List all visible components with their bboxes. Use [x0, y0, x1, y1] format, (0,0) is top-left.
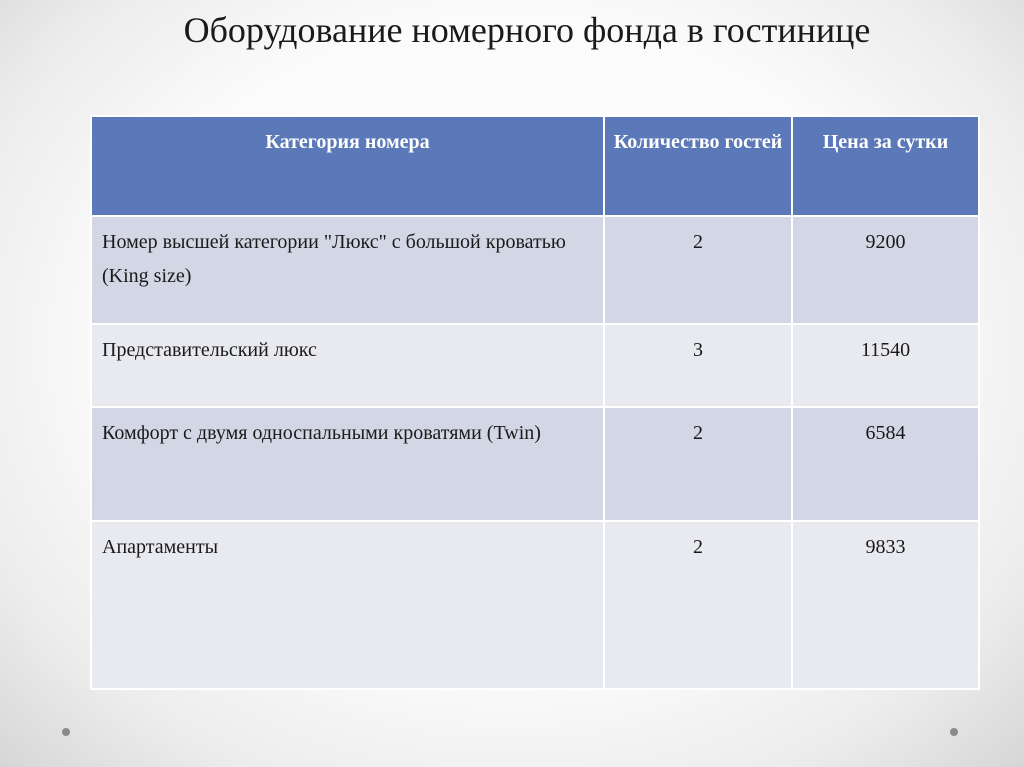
slide-title: Оборудование номерного фонда в гостинице: [183, 10, 871, 50]
header-guests: Количество гостей: [604, 116, 792, 216]
table-header-row: [91, 116, 979, 216]
cell-price: 11540: [792, 324, 979, 407]
cell-category: Комфорт с двумя односпальными кроватями (Twin): [91, 407, 604, 521]
cell-price: 9833: [792, 521, 979, 689]
cell-guests: 3: [604, 324, 792, 407]
cell-category: Апартаменты: [91, 521, 604, 689]
cell-price: 9200: [792, 216, 979, 324]
header-category: Категория номера: [91, 116, 604, 216]
cell-category: Представительский люкс: [91, 324, 604, 407]
table-row: [91, 407, 979, 521]
cell-guests: 2: [604, 521, 792, 689]
header-price: Цена за сутки: [792, 116, 979, 216]
table-row: [91, 216, 979, 324]
cell-price: 6584: [792, 407, 979, 521]
room-fund-table: [90, 115, 980, 690]
table-row: [91, 521, 979, 689]
bullet-dot-right: [950, 728, 958, 736]
cell-guests: 2: [604, 216, 792, 324]
table-row: [91, 324, 979, 407]
cell-category: Номер высшей категории "Люкс" с большой кроватью (King size): [91, 216, 604, 324]
bullet-dot-left: [62, 728, 70, 736]
cell-guests: 2: [604, 407, 792, 521]
